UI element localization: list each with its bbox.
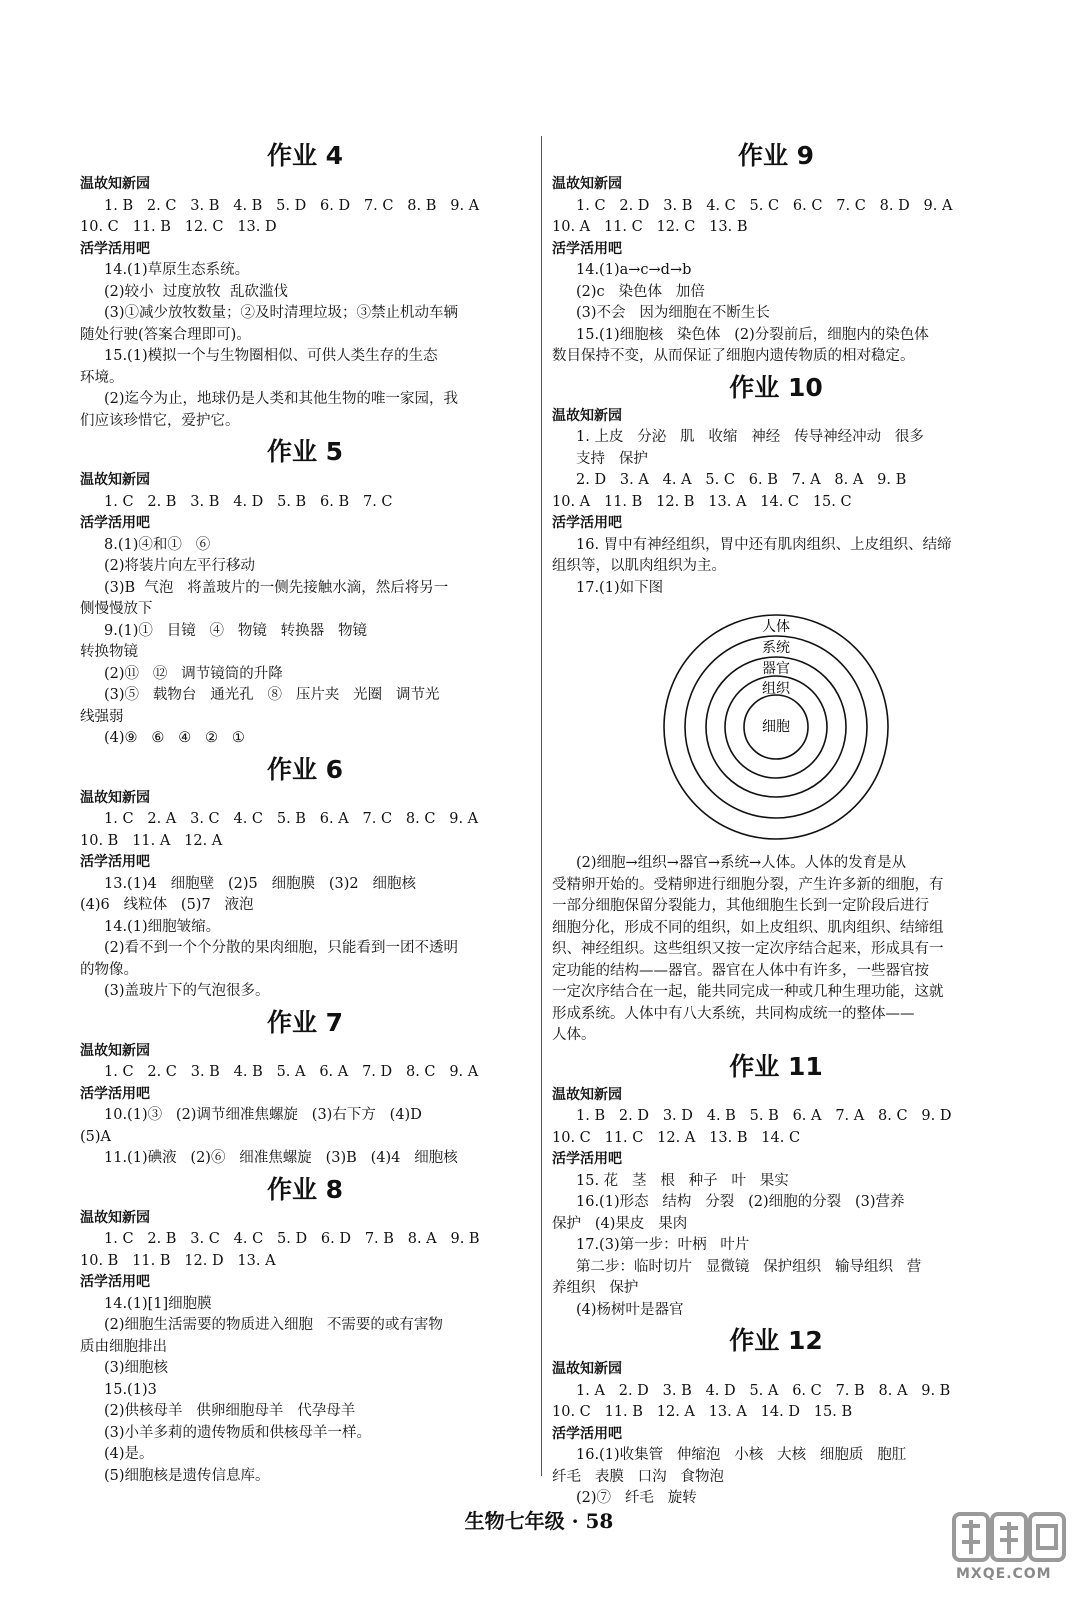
answer-line: 人体。 — [552, 1027, 596, 1043]
homework-block — [552, 1323, 1000, 1510]
section-heading: 活学活用吧 — [80, 1274, 150, 1290]
answer-line: 10. A 11. C 12. C 13. B — [552, 219, 748, 235]
homework-block — [552, 1049, 1000, 1322]
answer-line: 10.(1)③ (2)调节细准焦螺旋 (3)右下方 (4)D — [104, 1107, 422, 1123]
answer-line: 一部分细胞保留分裂能力，其他细胞生长到一定阶段后进行 — [552, 898, 929, 914]
answer-line: 随处行驶(答案合理即可)。 — [80, 326, 251, 343]
answer-line: 养组织 保护 — [552, 1280, 639, 1296]
answer-line: 1. C 2. D 3. B 4. C 5. C 6. C 7. C 8. D 9. A — [576, 197, 953, 214]
homework-title: 作业 8 — [266, 1174, 344, 1204]
diagram-label: 系统 — [762, 640, 790, 656]
answer-line: 10. C 11. B 12. A 13. A 14. D 15. B — [552, 1404, 853, 1420]
answer-line: (2)供核母羊 供卵细胞母羊 代孕母羊 — [104, 1403, 356, 1419]
section-heading: 活学活用吧 — [80, 854, 150, 870]
section-heading: 活学活用吧 — [552, 240, 622, 257]
watermark-text: MXQE.COM — [956, 1566, 1052, 1582]
answer-line: 1. C 2. A 3. C 4. C 5. B 6. A 7. C 8. C 9. A — [104, 811, 479, 827]
answer-line: (3)B 气泡 将盖玻片的一侧先接触水滴，然后将另一 — [104, 579, 449, 596]
section-heading: 活学活用吧 — [552, 515, 622, 531]
left-column — [80, 136, 530, 1487]
answer-line: (2)⑪ ⑫ 调节镜筒的升降 — [104, 665, 283, 682]
answer-line: 织、神经组织。这些组织又按一定次序结合起来，形成具有一 — [552, 941, 944, 957]
answer-line: 10. C 11. B 12. C 13. D — [80, 219, 277, 235]
answer-line: (2)迄今为止，地球仍是人类和其他生物的唯一家园，我 — [104, 391, 459, 407]
concentric-diagram — [552, 605, 1000, 845]
answer-line: 环境。 — [80, 369, 124, 386]
answer-line: 形成系统。人体中有八大系统，共同构成统一的整体—— — [552, 1005, 915, 1022]
homework-block — [80, 1172, 530, 1488]
homework-title: 作业 11 — [729, 1051, 823, 1081]
homework-block — [80, 138, 530, 432]
answer-line: 13.(1)4 细胞壁 (2)5 细胞膜 (3)2 细胞核 — [104, 875, 416, 892]
homework-block — [80, 1005, 530, 1170]
answer-line: (2)细胞生活需要的物质进入细胞 不需要的或有害物 — [104, 1317, 443, 1333]
homework-title: 作业 9 — [737, 141, 815, 170]
answer-line: (3)小羊多莉的遗传物质和供核母羊一样。 — [104, 1424, 372, 1441]
answer-line: 10. B 11. B 12. D 13. A — [80, 1252, 276, 1269]
answer-line: 15.(1)模拟一个与生物圈相似、可供人类生存的生态 — [104, 348, 438, 364]
homework-title: 作业 7 — [266, 1007, 344, 1037]
section-heading: 温故知新园 — [552, 1361, 622, 1377]
page-footer: 生物七年级 · 58 — [464, 1509, 614, 1533]
homework-title: 作业 12 — [729, 1326, 823, 1355]
answer-line: (4)⑨ ⑥ ④ ② ① — [104, 730, 245, 746]
column-divider — [541, 136, 542, 1476]
section-heading: 活学活用吧 — [552, 1425, 622, 1442]
answer-line: 定功能的结构——器官。器官在人体中有许多，一些器官按 — [552, 962, 929, 979]
homework-title: 作业 5 — [266, 437, 344, 466]
answer-line: 16. 胃中有神经组织，胃中还有肌肉组织、上皮组织、结缔 — [576, 536, 952, 553]
homework-block — [552, 138, 1000, 368]
answer-line: 14.(1)细胞皱缩。 — [104, 918, 221, 935]
section-heading: 温故知新园 — [80, 176, 150, 192]
answer-line: 16.(1)收集管 伸缩泡 小核 大核 细胞质 胞肛 — [576, 1447, 907, 1463]
watermark-icon — [950, 1508, 1068, 1566]
diagram-label: 细胞 — [762, 719, 790, 735]
answer-line: 侧慢慢放下 — [80, 601, 153, 617]
diagram-label: 器官 — [762, 661, 790, 677]
section-heading: 温故知新园 — [80, 472, 150, 488]
diagram-label: 人体 — [762, 619, 790, 635]
answer-line: (2)细胞→组织→器官→系统→人体。人体的发育是从 — [576, 855, 907, 871]
answer-line: 们应该珍惜它，爱护它。 — [80, 412, 240, 429]
answer-line: (5)细胞核是遗传信息库。 — [104, 1467, 270, 1484]
answer-line: 1. B 2. C 3. B 4. B 5. D 6. D 7. C 8. B 9. A — [104, 197, 480, 214]
answer-line: 数目保持不变，从而保证了细胞内遗传物质的相对稳定。 — [552, 348, 915, 364]
answer-line: (2)将装片向左平行移动 — [104, 558, 256, 574]
section-heading: 温故知新园 — [552, 176, 622, 192]
answer-line: 14.(1)草原生态系统。 — [104, 262, 250, 278]
answer-line: 线强弱 — [80, 708, 124, 725]
answer-line: (3)⑤ 载物台 通光孔 ⑧ 压片夹 光圈 调节光 — [104, 687, 440, 703]
homework-block — [80, 752, 530, 1003]
answer-line: 14.(1)[1]细胞膜 — [104, 1295, 212, 1312]
homework-block — [80, 434, 530, 750]
answer-line: 受精卵开始的。受精卵进行细胞分裂，产生许多新的细胞，有 — [552, 876, 944, 893]
answer-line: (5)A — [80, 1128, 112, 1145]
answer-line: 组织等，以肌肉组织为主。 — [552, 558, 726, 574]
homework-title: 作业 4 — [266, 141, 344, 170]
answer-line: 14.(1)a→c→d→b — [576, 262, 692, 278]
section-heading: 活学活用吧 — [80, 1085, 150, 1102]
homework-block — [552, 370, 1000, 1047]
section-heading: 温故知新园 — [552, 407, 622, 424]
answer-line: (4)杨树叶是器官 — [576, 1301, 684, 1318]
answer-line: (3)①减少放牧数量；②及时清理垃圾；③禁止机动车辆 — [104, 305, 459, 321]
answer-line: (2)看不到一个个分散的果肉细胞，只能看到一团不透明 — [104, 940, 459, 956]
answer-line: 质由细胞排出 — [80, 1338, 167, 1355]
answer-line: (3)细胞核 — [104, 1360, 169, 1376]
answer-line: 转换物镜 — [80, 644, 138, 660]
section-heading: 活学活用吧 — [80, 515, 150, 531]
answer-line: 16.(1)形态 结构 分裂 (2)细胞的分裂 (3)营养 — [576, 1194, 905, 1210]
section-heading: 温故知新园 — [80, 789, 150, 806]
answer-line: (4)6 线粒体 (5)7 液泡 — [80, 897, 254, 913]
diagram-label: 组织 — [762, 681, 790, 697]
answer-line: 17.(3)第一步：叶柄 叶片 — [576, 1237, 750, 1253]
answer-line: 纤毛 表膜 口沟 食物泡 — [552, 1468, 724, 1485]
answer-line: 的物像。 — [80, 961, 138, 978]
answer-line: 细胞分化，形成不同的组织，如上皮组织、肌肉组织、结缔组 — [552, 919, 944, 936]
answer-line: (2)较小 过度放牧 乱砍滥伐 — [104, 283, 288, 300]
watermark-logo — [950, 1508, 1068, 1588]
answer-line: 10. C 11. C 12. A 13. B 14. C — [552, 1129, 801, 1146]
answer-line: 15.(1)3 — [104, 1381, 157, 1398]
answer-line: 第二步：临时切片 显微镜 保护组织 输导组织 营 — [576, 1258, 922, 1275]
answer-line: (2)⑦ 纤毛 旋转 — [576, 1490, 697, 1506]
answer-line: 1. B 2. D 3. D 4. B 5. B 6. A 7. A 8. C 9. D — [576, 1108, 952, 1124]
answer-line: 1. 上皮 分泌 肌 收缩 神经 传导神经冲动 很多 — [576, 429, 924, 445]
answer-line: 10. A 11. B 12. B 13. A 14. C 15. C — [552, 493, 852, 510]
section-heading: 温故知新园 — [80, 1209, 150, 1226]
answer-line: 8.(1)④和① ⑥ — [104, 536, 211, 553]
answer-line: 17.(1)如下图 — [576, 579, 664, 596]
answer-line: 支持 保护 — [576, 450, 648, 467]
answer-line: 一定次序结合在一起，能共同完成一种或几种生理功能，这就 — [552, 984, 944, 1000]
answer-line: 1. A 2. D 3. B 4. D 5. A 6. C 7. B 8. A 9. B — [576, 1382, 951, 1399]
answer-line: (2)c 染色体 加倍 — [576, 283, 705, 300]
answer-line: 11.(1)碘液 (2)⑥ 细准焦螺旋 (3)B (4)4 细胞核 — [104, 1150, 458, 1166]
answer-line: 2. D 3. A 4. A 5. C 6. B 7. A 8. A 9. B — [576, 472, 907, 488]
section-heading: 温故知新园 — [80, 1042, 150, 1059]
answer-line: 1. C 2. C 3. B 4. B 5. A 6. A 7. D 8. C 9. A — [104, 1064, 479, 1080]
answer-line: 15.(1)细胞核 染色体 (2)分裂前后，细胞内的染色体 — [576, 326, 929, 343]
answer-line: (3)不会 因为细胞在不断生长 — [576, 305, 770, 321]
answer-line: 保护 (4)果皮 果肉 — [552, 1215, 688, 1232]
answer-line: 9.(1)① 目镜 ④ 物镜 转换器 物镜 — [104, 622, 368, 639]
answer-line: (4)是。 — [104, 1446, 154, 1462]
homework-title: 作业 6 — [266, 754, 344, 784]
answer-line: (3)盖玻片下的气泡很多。 — [104, 983, 270, 999]
homework-title: 作业 10 — [729, 372, 823, 402]
answer-line: 10. B 11. A 12. A — [80, 832, 223, 849]
answer-line: 1. C 2. B 3. B 4. D 5. B 6. B 7. C — [104, 493, 393, 510]
section-heading: 活学活用吧 — [80, 240, 150, 257]
answer-line: 1. C 2. B 3. C 4. C 5. D 6. D 7. B 8. A 9. B — [104, 1231, 480, 1247]
section-heading: 温故知新园 — [552, 1086, 622, 1103]
answer-line: 15. 花 茎 根 种子 叶 果实 — [576, 1172, 789, 1189]
right-column — [552, 136, 1000, 1510]
section-heading: 活学活用吧 — [552, 1151, 622, 1167]
